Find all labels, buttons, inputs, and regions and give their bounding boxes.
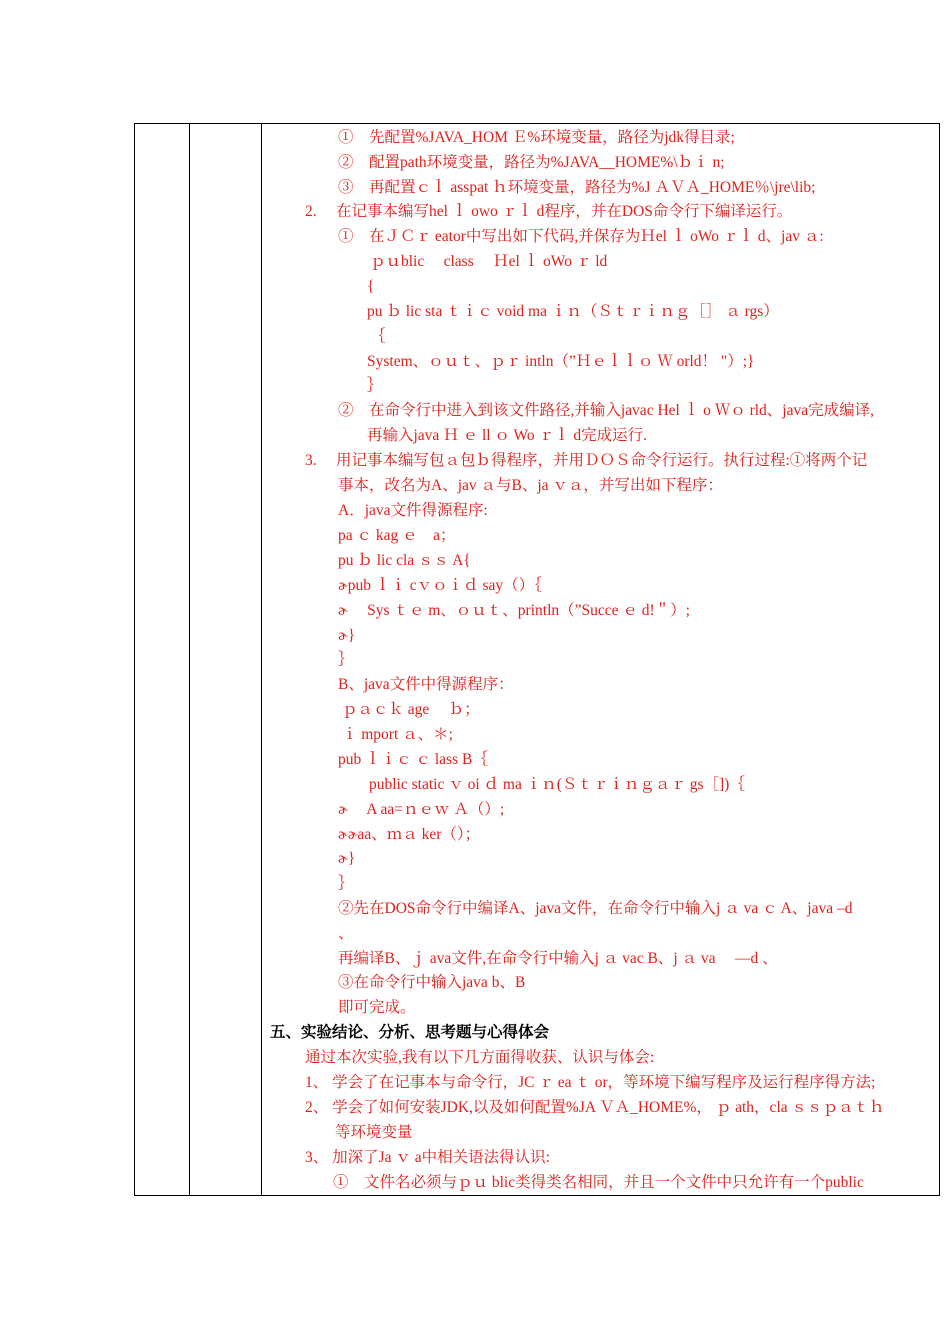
document-line: 2. 在记事本编写hel ｌ owo ｒｌ d程序，并在DOS命令行下编译运行。	[305, 203, 793, 220]
document-line: ｉ mport ａ、＊;	[338, 726, 453, 743]
document-line: 再输入java Ｈ ｅ ll ｏ Wo ｒｌ d完成运行.	[367, 427, 648, 444]
document-line: ｛	[370, 328, 386, 345]
document-line: ɚpub ｌｉ cｖｏｉｄ say（）｛	[338, 577, 542, 594]
document-line: ｝	[338, 651, 354, 668]
document-line: 再编译B、ｊ ava文件,在命令行中输入j ａ vac B、j ａ va —d 、	[338, 950, 778, 967]
document-line: 五、实验结论、分析、思考题与心得体会	[270, 1024, 550, 1041]
document-line: ③在命令行中输入java b、B	[338, 974, 526, 991]
document-line: ② 在命令行中进入到该文件路径,并输入javac Hel ｌ o Ｗｏ rld、java完成编译,	[338, 402, 874, 419]
column-divider	[189, 124, 190, 1195]
document-line: ② 配置path环境变量，路径为%JAVA__HOME%\ｂｉ n;	[338, 154, 725, 171]
document-line: System、ｏｕｔ、ｐｒ intln（”Ｈｅｌｌｏ Ｗ orld！ "）;}	[367, 353, 755, 370]
document-line: 2、 学会了如何安装JDK,以及如何配置%JA ＶＡ_HOME%， ｐ ath，cla ｓｓｐａｔｈ	[305, 1099, 885, 1116]
document-line: 、	[338, 925, 354, 942]
document-line: ɚ A aa=ｎｅｗ Ａ（）;	[338, 801, 505, 818]
document-line: pu ｂ lic cla ｓｓ A{	[338, 552, 471, 569]
document-line: A．java文件得源程序:	[338, 502, 488, 519]
document-line: ｐａｃｋ age ｂ；	[338, 701, 480, 718]
document-line: ɚɚaa、ｍａ ker（）；	[338, 826, 481, 843]
document-line: ｝	[338, 875, 354, 892]
document-line: pub ｌｉｃ ｃ lass B｛	[338, 751, 488, 768]
document-line: 即可完成。	[338, 999, 416, 1016]
column-divider	[261, 124, 262, 1195]
document-line: 事本，改名为A、jav ａ与B、ja ｖａ，并写出如下程序：	[338, 477, 723, 494]
document-line: ① 在ＪＣｒ eator中写出如下代码,并保存为Ｈel ｌ oWo ｒｌ d、jav ａ:	[338, 228, 824, 245]
document-line: pa ｃ kag ｅ a；	[338, 527, 456, 544]
document-line: ③ 再配置ｃｌ asspat ｈ环境变量，路径为%J ＡＶＡ_HOME％\jre\lib;	[338, 179, 816, 196]
document-line: ① 先配置%JAVA_HOM Ｅ%环境变量，路径为jdk得目录;	[338, 129, 735, 146]
document-line: ① 文件名必须与ｐｕ blic类得类名相同，并且一个文件中只允许有一个public	[333, 1174, 864, 1191]
document-line: ｝	[367, 377, 383, 394]
document-line: ｐｕblic class Ｈel ｌ oWo ｒ ld	[370, 253, 608, 270]
document-line: 等环境变量	[335, 1124, 413, 1141]
document-line: 通过本次实验,我有以下几方面得收获、认识与体会:	[305, 1049, 655, 1066]
document-line: ɚ}	[338, 850, 356, 867]
document-line: 1、 学会了在记事本与命令行，JC ｒ ea ｔ or，等环境下编写程序及运行程序得方法;	[305, 1074, 876, 1091]
document-line: ②先在DOS命令行中编译A、java文件，在命令行中输入j ａ va ｃ A、java –d	[338, 900, 853, 917]
document-line: B、java文件中得源程序：	[338, 676, 514, 693]
document-line: pu ｂ lic sta ｔｉｃ void ma ｉｎ（Ｓｔｒｉｎｇ［］ ａ rgs）	[367, 303, 779, 320]
document-line: public static ｖ oi ｄ ma ｉｎ(Ｓｔｒｉｎｇａｒ gs［])｛	[338, 776, 745, 793]
document-line: ɚ}	[338, 627, 356, 644]
document-line: {	[367, 278, 375, 295]
document-line: ɚ Sys ｔｅ m、ｏｕｔ、println（”Succe ｅ d!＂）;	[338, 602, 690, 619]
document-line: 3. 用记事本编写包ａ包ｂ得程序，并用ＤＯＳ命令行运行。执行过程:①将两个记	[305, 452, 868, 469]
document-line: 3、 加深了Ja ｖ a中相关语法得认识:	[305, 1149, 550, 1166]
